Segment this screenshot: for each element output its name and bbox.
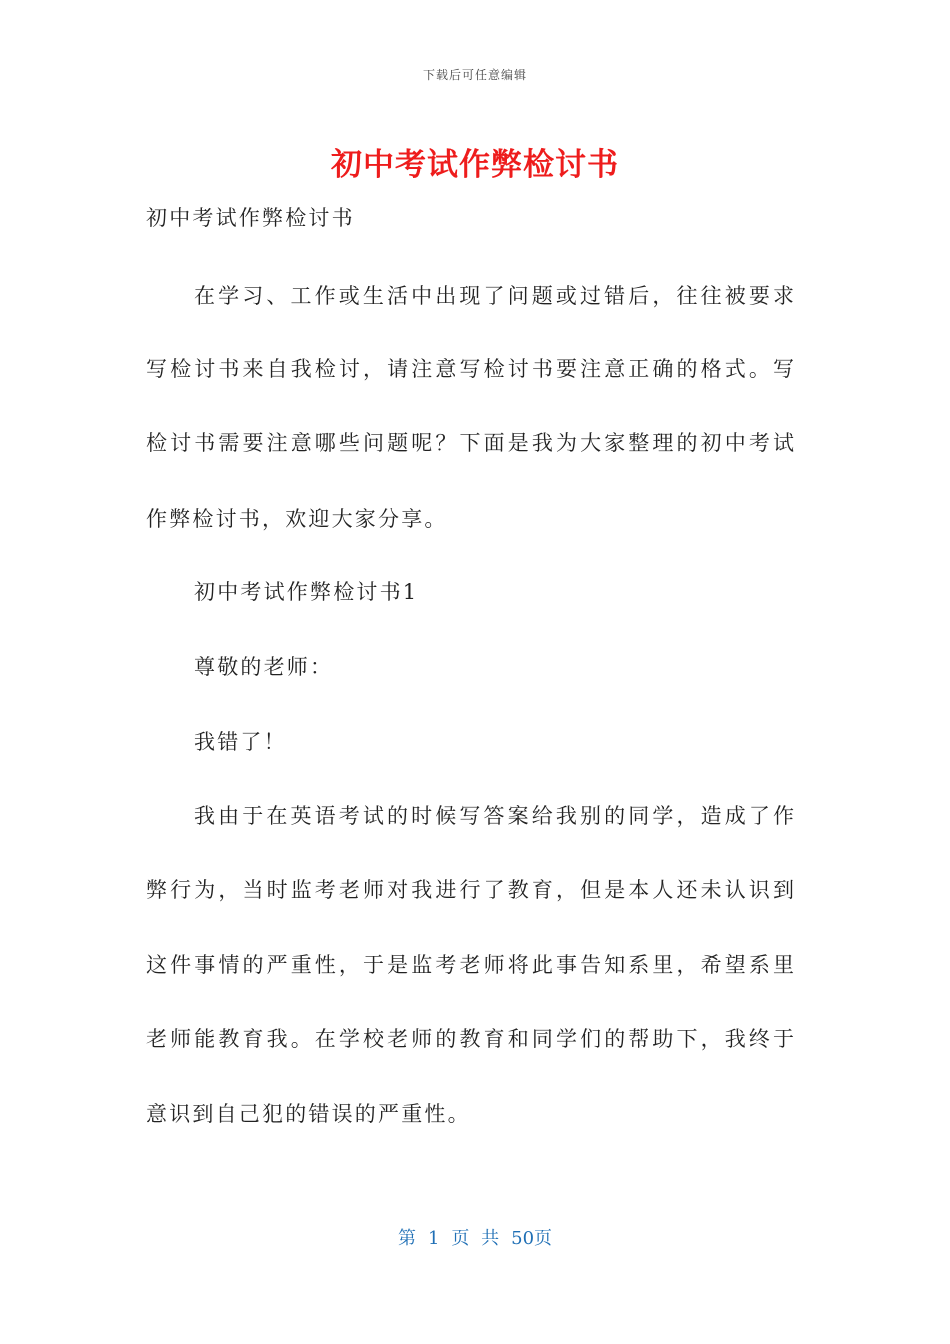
body-line: 我由于在英语考试的时候写答案给我别的同学，造成了作	[194, 804, 794, 828]
document-title: 初中考试作弊检讨书	[331, 147, 619, 183]
intro-line: 在学习、工作或生活中出现了问题或过错后，往往被要求	[194, 284, 794, 308]
section-heading: 初中考试作弊检讨书1	[194, 580, 419, 604]
page-footer	[0, 1224, 950, 1250]
intro-line: 写检讨书来自我检讨，请注意写检讨书要注意正确的格式。写	[146, 357, 794, 381]
body-line: 意识到自己犯的错误的严重性。	[146, 1102, 471, 1126]
footer-total-pages: 50	[511, 1228, 535, 1249]
intro-line: 作弊检讨书，欢迎大家分享。	[146, 507, 448, 531]
footer-prefix: 第	[397, 1228, 416, 1249]
footer-mid: 页 共	[451, 1228, 500, 1249]
header-note: 下载后可任意编辑	[422, 68, 527, 82]
body-line: 这件事情的严重性，于是监考老师将此事告知系里，希望系里	[146, 953, 794, 977]
document-subtitle: 初中考试作弊检讨书	[146, 206, 355, 230]
salutation: 尊敬的老师：	[194, 655, 334, 679]
body-line: 老师能教育我。在学校老师的教育和同学们的帮助下，我终于	[146, 1027, 794, 1051]
body-line: 弊行为，当时监考老师对我进行了教育，但是本人还未认识到	[146, 878, 794, 902]
footer-suffix: 页	[534, 1228, 553, 1249]
apology-line: 我错了！	[194, 730, 287, 754]
intro-line: 检讨书需要注意哪些问题呢？下面是我为大家整理的初中考试	[146, 431, 794, 455]
footer-current-page: 1	[427, 1228, 440, 1249]
